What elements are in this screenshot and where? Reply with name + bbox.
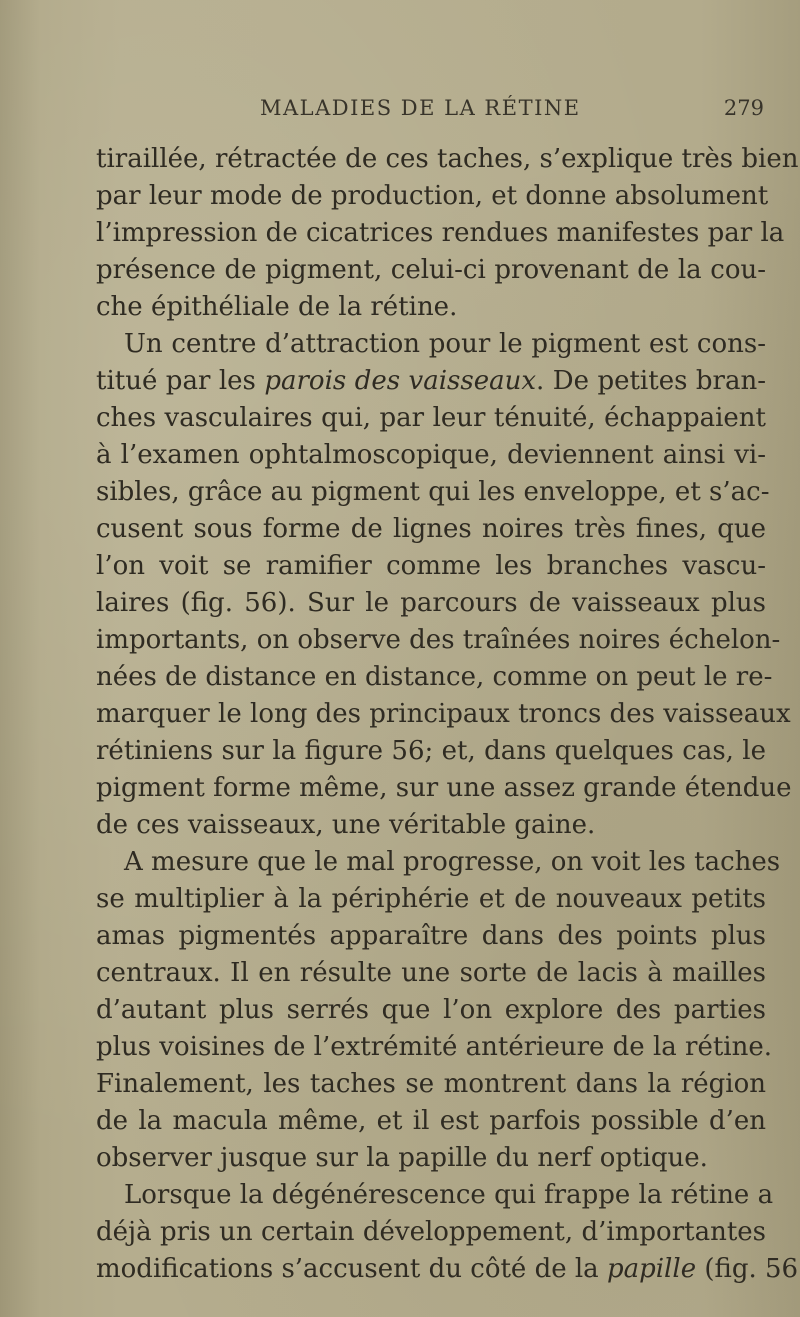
text-line: sibles, grâce au pigment qui les enveloppe, et s’ac- — [96, 477, 770, 507]
text-line: observer jusque sur la papille du nerf optique. — [96, 1143, 708, 1173]
text-line: rétiniens sur la figure 56; et, dans quelques cas, le — [96, 736, 766, 766]
text-line: pigment forme même, sur une assez grande étendue — [96, 773, 792, 803]
text-line: de ces vaisseaux, une véritable gaine. — [96, 810, 596, 840]
text-line: d’autant plus serrés que l’on explore des parties — [96, 995, 766, 1025]
text-line: Finalement, les taches se montrent dans la région — [96, 1069, 766, 1099]
text-line: centraux. Il en résulte une sorte de lacis à mailles — [96, 958, 766, 988]
text-line: de la macula même, et il est parfois possible d’en — [96, 1106, 766, 1136]
text-line: présence de pigment, celui-ci provenant de la cou- — [96, 255, 766, 285]
text-line: importants, on observe des traînées noires échelon- — [96, 625, 781, 655]
text-line: à l’examen ophtalmoscopique, deviennent ainsi vi- — [96, 440, 766, 470]
text-line: amas pigmentés apparaître dans des points plus — [96, 921, 766, 951]
text-line: A mesure que le mal progresse, on voit les taches — [124, 847, 781, 877]
text-line: par leur mode de production, et donne absolument — [96, 181, 769, 211]
text-segment: . De petites bran- — [536, 366, 766, 396]
text-line: che épithéliale de la rétine. — [96, 292, 458, 322]
text-line: nées de distance en distance, comme on peut le re- — [96, 662, 773, 692]
text-line — [96, 365, 766, 397]
text-line: déjà pris un certain développement, d’importantes — [96, 1217, 766, 1247]
text-line: se multiplier à la périphérie et de nouveaux petits — [96, 884, 766, 914]
running-head — [92, 96, 764, 126]
text-line: marquer le long des principaux troncs des vaisseaux — [96, 699, 791, 729]
italic-term: papille — [606, 1254, 697, 1284]
text-line: l’impression de cicatrices rendues manifestes par la — [96, 218, 785, 248]
text-line: Un centre d’attraction pour le pigment est cons- — [124, 329, 766, 359]
text-segment: (fig. 56 — [704, 1254, 799, 1284]
page-number: 279 — [723, 96, 764, 120]
text-line: laires (fig. 56). Sur le parcours de vaisseaux plus — [96, 588, 766, 618]
text-line: plus voisines de l’extrémité antérieure de la rétine. — [96, 1032, 773, 1062]
text-segment: titué par les — [96, 366, 256, 396]
italic-term: parois des vaisseaux — [264, 366, 537, 396]
text-segment: modifications s’accusent du côté de la — [96, 1254, 599, 1284]
text-line: tiraillée, rétractée de ces taches, s’explique très bien — [96, 144, 799, 174]
running-title: MALADIES DE LA RÉTINE — [260, 96, 581, 120]
text-line: ches vasculaires qui, par leur ténuité, échappaient — [96, 403, 766, 433]
text-line: Lorsque la dégénérescence qui frappe la rétine a — [124, 1180, 774, 1210]
text-line: l’on voit se ramifier comme les branches vascu- — [96, 551, 766, 581]
text-line — [96, 1253, 799, 1285]
text-line: cusent sous forme de lignes noires très fines, que — [96, 514, 766, 544]
